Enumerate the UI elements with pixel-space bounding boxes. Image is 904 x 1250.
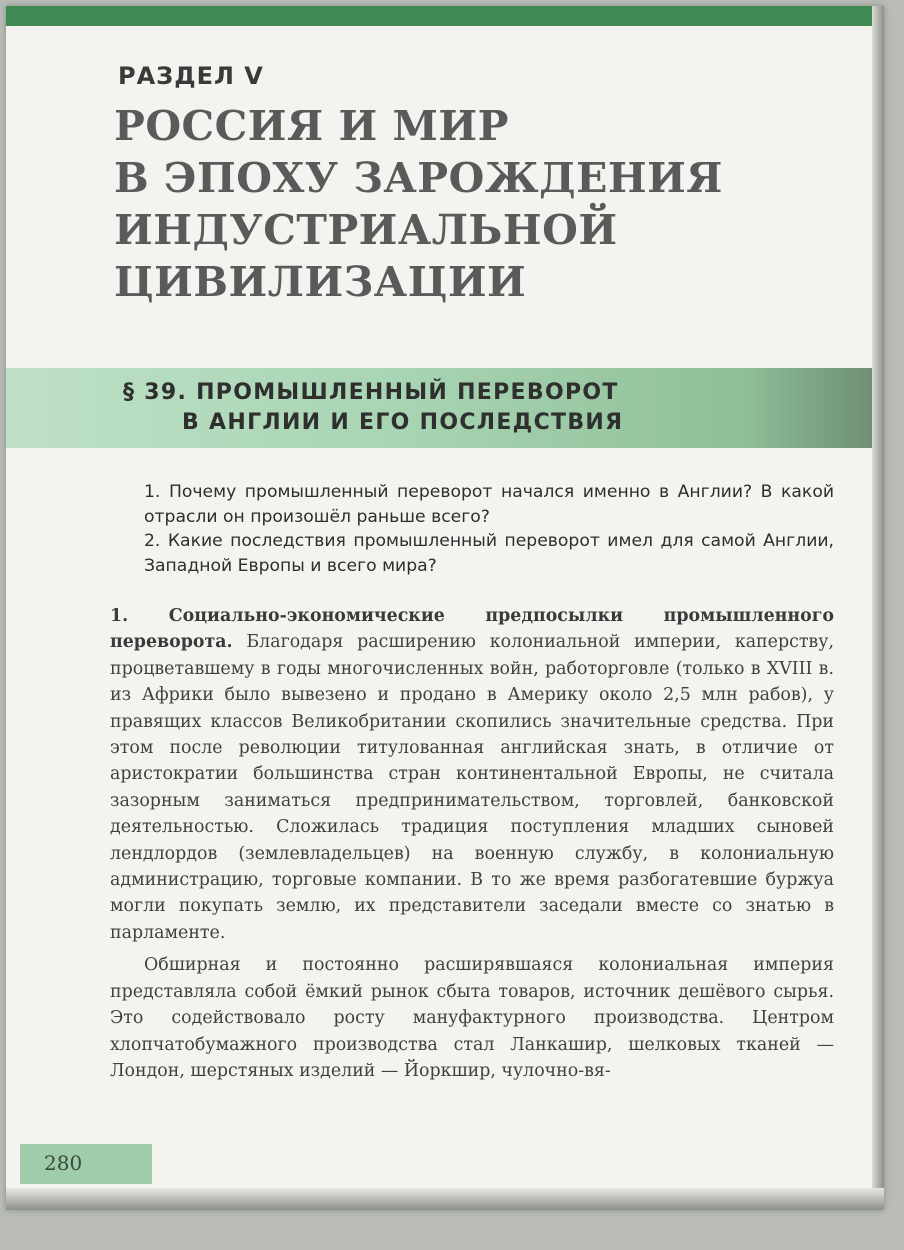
section-title-line: ЦИВИЛИЗАЦИИ: [114, 258, 527, 306]
section-label: РАЗДЕЛ V: [118, 62, 264, 90]
section-title-line: ИНДУСТРИАЛЬНОЙ: [114, 206, 618, 254]
paragraph-title: [123, 378, 623, 438]
question-item: 2. Какие последствия промышленный переворот имел для самой Англии, Западной Европы и всего мира?: [144, 531, 834, 576]
subsection-heading: 1. Социально-экономические предпосылки промышленного переворота.: [110, 606, 834, 653]
question-item: 1. Почему промышленный переворот начался именно в Англии? В какой отрасли он произошёл раньше всего?: [144, 482, 834, 527]
page-bottom-shadow: [6, 1188, 884, 1210]
page-number: 280: [44, 1151, 83, 1175]
main-text: [110, 603, 834, 1090]
textbook-page: [6, 6, 884, 1210]
section-title: [114, 100, 723, 308]
body-paragraph-1-text: Благодаря расширению колониальной империи, каперству, процветавшему в годы многочисленных войн, работорговле (только в XVIII в. из Африки было вывезено и продано в Америку около 2,5 млн рабов), у правящих классов Великобритании скопились значительные средства. При этом после революции титулованная английская знать, в отличие от аристократии большинства стран континентальной Европы, не считала зазорным заниматься предпринимательством, торговлей, банковской деятельностью. Сложилась традиция поступления младших сыновей лендлордов (землевладельцев) на военную службу, в колониальную администрацию, торговые компании. В то же время разбогатевшие буржуа могли покупать землю, их представители заседали вместе со знатью в парламенте.: [110, 632, 834, 943]
top-green-stripe: [6, 6, 884, 26]
body-paragraph-1: [110, 603, 834, 946]
section-title-line: РОССИЯ И МИР: [114, 102, 509, 150]
page-number-box: [20, 1144, 152, 1184]
page-edge-shadow: [872, 6, 884, 1210]
paragraph-title-line-2: В АНГЛИИ И ЕГО ПОСЛЕДСТВИЯ: [182, 410, 624, 435]
paragraph-title-line-1: § 39. ПРОМЫШЛЕННЫЙ ПЕРЕВОРОТ: [123, 380, 619, 405]
review-questions: [144, 480, 834, 578]
body-paragraph-2: Обширная и постоянно расширявшаяся колониальная империя представляла собой ёмкий рынок сбыта товаров, источник дешёвого сырья. Это содействовало росту мануфактурного производства. Центром хлопчатобумажного производства стал Ланкашир, шелковых тканей — Лондон, шерстяных изделий — Йоркшир, чулочно-вя-: [110, 955, 834, 1081]
section-title-line: В ЭПОХУ ЗАРОЖДЕНИЯ: [114, 154, 723, 202]
